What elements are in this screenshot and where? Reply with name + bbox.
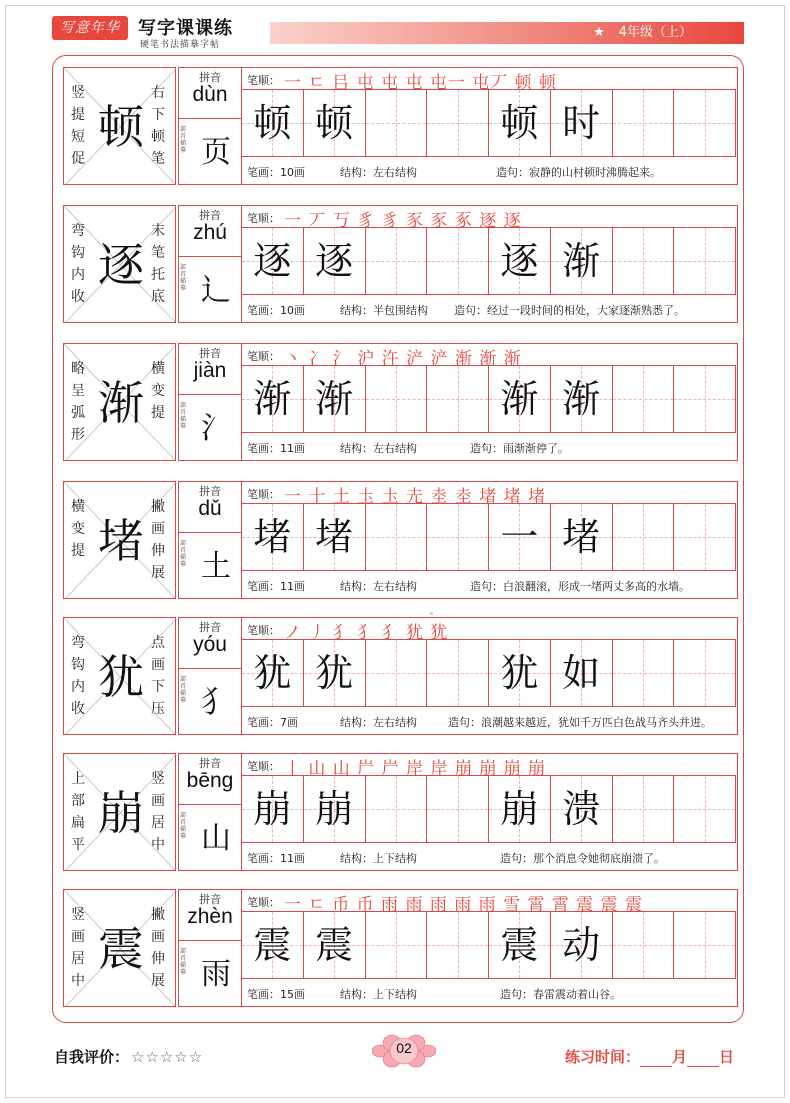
structure-type: 结构：上下结构	[340, 852, 417, 865]
practice-cell[interactable]	[551, 640, 613, 706]
trace-character: 堵	[315, 515, 354, 559]
grade-banner	[270, 22, 744, 44]
writing-tip-right: 竖画居中	[151, 771, 165, 853]
practice-cell[interactable]	[613, 504, 675, 570]
practice-cell[interactable]	[366, 776, 428, 842]
stroke-order-label: 笔顺：	[247, 212, 280, 225]
radical-label: 部首描摹	[180, 948, 187, 976]
character-info-row	[242, 432, 736, 460]
practice-grid	[242, 912, 736, 978]
day-label: 日	[719, 1048, 735, 1066]
stroke-order-label: 笔顺：	[247, 896, 280, 909]
practice-cell[interactable]	[613, 90, 675, 156]
practice-cell[interactable]	[613, 776, 675, 842]
practice-cell[interactable]	[674, 228, 736, 294]
trace-character	[366, 90, 427, 156]
grade-label	[593, 22, 692, 44]
pinyin-radical-box	[178, 481, 242, 599]
practice-cell[interactable]	[304, 504, 366, 570]
pinyin-radical-box	[178, 889, 242, 1007]
practice-cell[interactable]	[551, 228, 613, 294]
radical-label: 部首描摹	[180, 812, 187, 840]
model-character-box	[63, 481, 176, 599]
practice-area	[242, 67, 738, 185]
practice-cell[interactable]	[366, 90, 428, 156]
brand-logo: 写意年华	[52, 16, 128, 40]
model-character: 犹	[98, 650, 144, 704]
practice-cell[interactable]	[242, 366, 304, 432]
stroke-count: 笔画：10画	[247, 166, 305, 179]
model-character: 震	[98, 922, 144, 976]
practice-cell[interactable]	[674, 90, 736, 156]
stroke-order-row	[242, 890, 736, 915]
trace-character: 逐	[315, 239, 354, 283]
trace-character: 渐	[562, 239, 601, 283]
trace-character	[427, 228, 488, 294]
practice-cell[interactable]	[674, 912, 736, 978]
practice-area	[242, 617, 738, 735]
practice-cell[interactable]	[427, 504, 489, 570]
practice-cell[interactable]	[304, 366, 366, 432]
practice-area	[242, 889, 738, 1007]
trace-character: 逐	[500, 239, 539, 283]
stroke-order-row	[242, 482, 736, 507]
example-sentence: 造句：白浪翻滚，形成一堵两丈多高的水墙。	[470, 580, 690, 593]
trace-character	[674, 90, 735, 156]
trace-character	[674, 228, 735, 294]
practice-cell[interactable]	[674, 776, 736, 842]
practice-time-label: 练习时间：	[565, 1048, 641, 1066]
stroke-order-label: 笔顺：	[247, 760, 280, 773]
pinyin-label: 拼音	[199, 485, 221, 498]
trace-character	[613, 504, 674, 570]
practice-cell[interactable]	[551, 504, 613, 570]
writing-tip-right: 右下顿笔	[151, 85, 165, 167]
practice-cell[interactable]	[613, 228, 675, 294]
radical-character: 山	[201, 821, 231, 856]
divider	[179, 532, 241, 533]
practice-grid	[242, 640, 736, 706]
example-sentence: 造句：浪潮越来越近，犹如千万匹白色战马齐头并进。	[448, 716, 712, 729]
divider	[179, 394, 241, 395]
practice-cell[interactable]	[366, 640, 428, 706]
stroke-order-row	[242, 206, 736, 231]
trace-character	[674, 366, 735, 432]
practice-area	[242, 205, 738, 323]
character-info-row	[242, 570, 736, 598]
divider	[179, 804, 241, 805]
model-character-box	[63, 889, 176, 1007]
practice-cell[interactable]	[489, 228, 551, 294]
trace-character	[366, 776, 427, 842]
trace-character	[366, 366, 427, 432]
stroke-count: 笔画：7画	[247, 716, 298, 729]
practice-grid	[242, 228, 736, 294]
practice-area	[242, 481, 738, 599]
model-character: 逐	[98, 238, 144, 292]
pinyin: dǔ	[198, 497, 222, 520]
page-number-badge	[372, 1033, 436, 1069]
practice-cell[interactable]	[242, 776, 304, 842]
trace-character: 渐	[500, 377, 539, 421]
trace-character: 顿	[253, 101, 292, 145]
practice-grid	[242, 504, 736, 570]
character-unit	[63, 205, 738, 323]
writing-tip-left: 横变提	[71, 499, 85, 559]
practice-cell[interactable]	[551, 366, 613, 432]
stroke-order-label: 笔顺：	[247, 350, 280, 363]
self-eval-label: 自我评价：	[54, 1048, 130, 1066]
radical-character: 雨	[201, 957, 231, 992]
practice-cell[interactable]	[366, 366, 428, 432]
trace-character	[427, 640, 488, 706]
practice-cell[interactable]	[489, 912, 551, 978]
character-info-row	[242, 294, 736, 322]
stroke-count: 笔画：10画	[247, 304, 305, 317]
model-character-box	[63, 205, 176, 323]
trace-character	[366, 228, 427, 294]
structure-type: 结构：左右结构	[340, 166, 417, 179]
trace-character	[613, 912, 674, 978]
model-character-box	[63, 617, 176, 735]
structure-type: 结构：左右结构	[340, 442, 417, 455]
stroke-order-row	[242, 344, 736, 369]
character-unit	[63, 343, 738, 461]
pinyin-radical-box	[178, 67, 242, 185]
practice-cell[interactable]	[366, 912, 428, 978]
pinyin-radical-box	[178, 205, 242, 323]
practice-cell[interactable]	[613, 912, 675, 978]
trace-character: 崩	[500, 787, 539, 831]
trace-character: 一	[500, 515, 539, 559]
stroke-order-sequence: 一 十 土 圡 圡 圥 坴 坴 堵 堵 堵	[284, 487, 547, 507]
trace-character	[366, 504, 427, 570]
practice-cell[interactable]	[304, 90, 366, 156]
trace-character	[674, 640, 735, 706]
pinyin: zhèn	[187, 905, 233, 928]
writing-tip-left: 上部扁平	[71, 771, 85, 853]
pinyin-label: 拼音	[199, 347, 221, 360]
character-unit	[63, 889, 738, 1007]
trace-character	[427, 90, 488, 156]
practice-cell[interactable]	[489, 776, 551, 842]
trace-character	[613, 366, 674, 432]
example-sentence: 造句：雨渐渐停了。	[470, 442, 569, 455]
stroke-order-sequence: 丶 冫 氵 沪 汻 浐 浐 渐 渐 渐	[284, 349, 522, 369]
model-character: 堵	[98, 514, 144, 568]
practice-grid	[242, 90, 736, 156]
character-info-row	[242, 842, 736, 870]
writing-tip-left: 略呈弧形	[71, 361, 85, 443]
pinyin-radical-box	[178, 753, 242, 871]
character-info-row	[242, 156, 736, 184]
practice-cell[interactable]	[304, 776, 366, 842]
trace-character	[613, 228, 674, 294]
pinyin: jiàn	[193, 359, 227, 382]
practice-cell[interactable]	[489, 366, 551, 432]
trace-character	[613, 90, 674, 156]
practice-cell[interactable]	[674, 640, 736, 706]
trace-character: 震	[315, 923, 354, 967]
pinyin: bēng	[186, 769, 234, 792]
stroke-order-row	[242, 618, 736, 643]
self-evaluation	[54, 1046, 203, 1067]
trace-character: 逐	[253, 239, 292, 283]
trace-character: 如	[562, 651, 601, 695]
practice-cell[interactable]	[366, 228, 428, 294]
example-sentence: 造句：经过一段时间的相处，大家逐渐熟悉了。	[454, 304, 685, 317]
trace-character: 震	[253, 923, 292, 967]
practice-cell[interactable]	[427, 912, 489, 978]
model-character: 渐	[98, 376, 144, 430]
trace-character: 犹	[253, 651, 292, 695]
model-character: 崩	[98, 786, 144, 840]
writing-tip-left: 竖画居中	[71, 907, 85, 989]
trace-character	[613, 776, 674, 842]
radical-label: 部首描摹	[180, 540, 187, 568]
divider	[179, 940, 241, 941]
practice-cell[interactable]	[427, 640, 489, 706]
example-sentence: 造句：寂静的山村顿时沸腾起来。	[496, 166, 661, 179]
practice-cell[interactable]	[674, 504, 736, 570]
trace-character	[427, 912, 488, 978]
example-sentence: 造句：那个消息令她彻底崩溃了。	[500, 852, 665, 865]
stroke-order-sequence: 丨 山 山 屵 屵 岸 岸 崩 崩 崩 崩	[284, 759, 547, 779]
practice-cell[interactable]	[551, 90, 613, 156]
trace-character	[674, 912, 735, 978]
book-title: 写字课课练	[138, 18, 233, 39]
trace-character: 时	[562, 101, 601, 145]
model-character-box	[63, 753, 176, 871]
book-subtitle: 硬笔书法描摹字帖	[140, 40, 221, 50]
star-icon: ★	[593, 25, 605, 40]
structure-type: 结构：左右结构	[340, 580, 417, 593]
practice-cell[interactable]	[551, 912, 613, 978]
trace-character: 震	[500, 923, 539, 967]
pinyin: zhú	[193, 221, 227, 244]
practice-cell[interactable]	[551, 776, 613, 842]
trace-character: 犹	[315, 651, 354, 695]
month-label: 月	[672, 1048, 688, 1066]
stroke-order-label: 笔顺：	[247, 488, 280, 501]
practice-cell[interactable]	[242, 504, 304, 570]
practice-cell[interactable]	[489, 90, 551, 156]
stroke-order-sequence: 一 ㄷ 币 币 雨 雨 雨 雨 雨 雪 霄 霄 震 震 震	[284, 895, 644, 915]
structure-type: 结构：左右结构	[340, 716, 417, 729]
trace-character	[674, 776, 735, 842]
practice-cell[interactable]	[489, 504, 551, 570]
writing-tip-right: 点画下压	[151, 635, 165, 717]
practice-time	[565, 1046, 734, 1067]
model-character-box	[63, 343, 176, 461]
practice-cell[interactable]	[489, 640, 551, 706]
stroke-order-row	[242, 754, 736, 779]
pinyin-label: 拼音	[199, 71, 221, 84]
practice-grid	[242, 776, 736, 842]
stroke-order-sequence: 一 ㄷ 㠯 屯 屯 屯 屯一 屯丆 顿 顿	[284, 73, 558, 93]
writing-tip-right: 撇画伸展	[151, 907, 165, 989]
practice-cell[interactable]	[242, 90, 304, 156]
radical-label: 部首描摹	[180, 676, 187, 704]
writing-tip-left: 竖提短促	[71, 85, 85, 167]
stroke-order-sequence: 一 丆 丂 豸 豸 豕 豕 豖 逐 逐	[284, 211, 522, 231]
trace-character	[366, 912, 427, 978]
pinyin-radical-box	[178, 343, 242, 461]
trace-character	[366, 640, 427, 706]
pinyin-label: 拼音	[199, 621, 221, 634]
page-number: 02	[396, 1040, 412, 1056]
character-unit	[63, 481, 738, 599]
writing-tip-left: 弯钩内收	[71, 635, 85, 717]
trace-character	[427, 504, 488, 570]
stroke-order-row	[242, 68, 736, 93]
stroke-order-label: 笔顺：	[247, 74, 280, 87]
practice-cell[interactable]	[242, 912, 304, 978]
character-info-row	[242, 978, 736, 1006]
trace-character	[427, 776, 488, 842]
practice-cell[interactable]	[366, 504, 428, 570]
stroke-order-sequence: ノ 丿 犭 犭 犭 犹 犹	[284, 623, 449, 643]
example-sentence: 造句：春雷震动着山谷。	[500, 988, 621, 1001]
pinyin-radical-box	[178, 617, 242, 735]
practice-cell[interactable]	[427, 366, 489, 432]
trace-character: 渐	[562, 377, 601, 421]
pinyin-label: 拼音	[199, 893, 221, 906]
trace-character	[613, 640, 674, 706]
practice-cell[interactable]	[427, 228, 489, 294]
stroke-count: 笔画：11画	[247, 442, 305, 455]
radical-label: 部首描摹	[180, 264, 187, 292]
practice-cell[interactable]	[674, 366, 736, 432]
grade-text: 4年级（上）	[618, 25, 692, 40]
pinyin: yóu	[193, 633, 227, 656]
trace-character	[427, 366, 488, 432]
stroke-order-label: 笔顺：	[247, 624, 280, 637]
practice-cell[interactable]	[242, 640, 304, 706]
writing-tip-right: 撇画伸展	[151, 499, 165, 581]
trace-character: 犹	[500, 651, 539, 695]
pinyin-label: 拼音	[199, 757, 221, 770]
character-unit	[63, 617, 738, 735]
radical-label: 部首描摹	[180, 402, 187, 430]
radical-character: 犭	[201, 685, 231, 720]
divider	[179, 118, 241, 119]
trace-character: 崩	[315, 787, 354, 831]
trace-character: 动	[562, 923, 601, 967]
character-unit	[63, 753, 738, 871]
month-blank[interactable]	[640, 1053, 672, 1067]
writing-tip-right: 末笔托底	[151, 223, 165, 305]
character-unit	[63, 67, 738, 185]
structure-type: 结构：半包围结构	[340, 304, 428, 317]
radical-character: 辶	[201, 273, 231, 308]
day-blank[interactable]	[687, 1053, 719, 1067]
practice-cell[interactable]	[427, 90, 489, 156]
practice-area	[242, 343, 738, 461]
practice-cell[interactable]	[304, 640, 366, 706]
trace-character: 堵	[562, 515, 601, 559]
stroke-count: 笔画：11画	[247, 852, 305, 865]
writing-tip-right: 横变提	[151, 361, 165, 421]
radical-character: 页	[201, 135, 231, 170]
trace-character: 顿	[500, 101, 539, 145]
writing-tip-left: 弯钩内收	[71, 223, 85, 305]
trace-character: 溃	[562, 787, 601, 831]
practice-cell[interactable]	[613, 640, 675, 706]
structure-type: 结构：上下结构	[340, 988, 417, 1001]
header	[52, 14, 744, 48]
model-character-box	[63, 67, 176, 185]
divider	[179, 668, 241, 669]
radical-character: 土	[201, 549, 231, 584]
trace-character: 堵	[253, 515, 292, 559]
trace-character	[674, 504, 735, 570]
radical-label: 部首描摹	[180, 126, 187, 154]
practice-cell[interactable]	[304, 228, 366, 294]
decorative-dot	[430, 612, 433, 615]
practice-cell[interactable]	[242, 228, 304, 294]
practice-area	[242, 753, 738, 871]
stroke-count: 笔画：15画	[247, 988, 305, 1001]
radical-character: 氵	[201, 411, 231, 446]
practice-cell[interactable]	[427, 776, 489, 842]
pinyin: dùn	[192, 83, 228, 106]
practice-cell[interactable]	[304, 912, 366, 978]
model-character: 顿	[98, 100, 144, 154]
trace-character: 渐	[253, 377, 292, 421]
divider	[179, 256, 241, 257]
character-info-row	[242, 706, 736, 734]
rating-stars[interactable]: ☆☆☆☆☆	[131, 1048, 204, 1066]
pinyin-label: 拼音	[199, 209, 221, 222]
stroke-count: 笔画：11画	[247, 580, 305, 593]
trace-character: 崩	[253, 787, 292, 831]
trace-character: 渐	[315, 377, 354, 421]
trace-character: 顿	[315, 101, 354, 145]
practice-grid	[242, 366, 736, 432]
practice-cell[interactable]	[613, 366, 675, 432]
